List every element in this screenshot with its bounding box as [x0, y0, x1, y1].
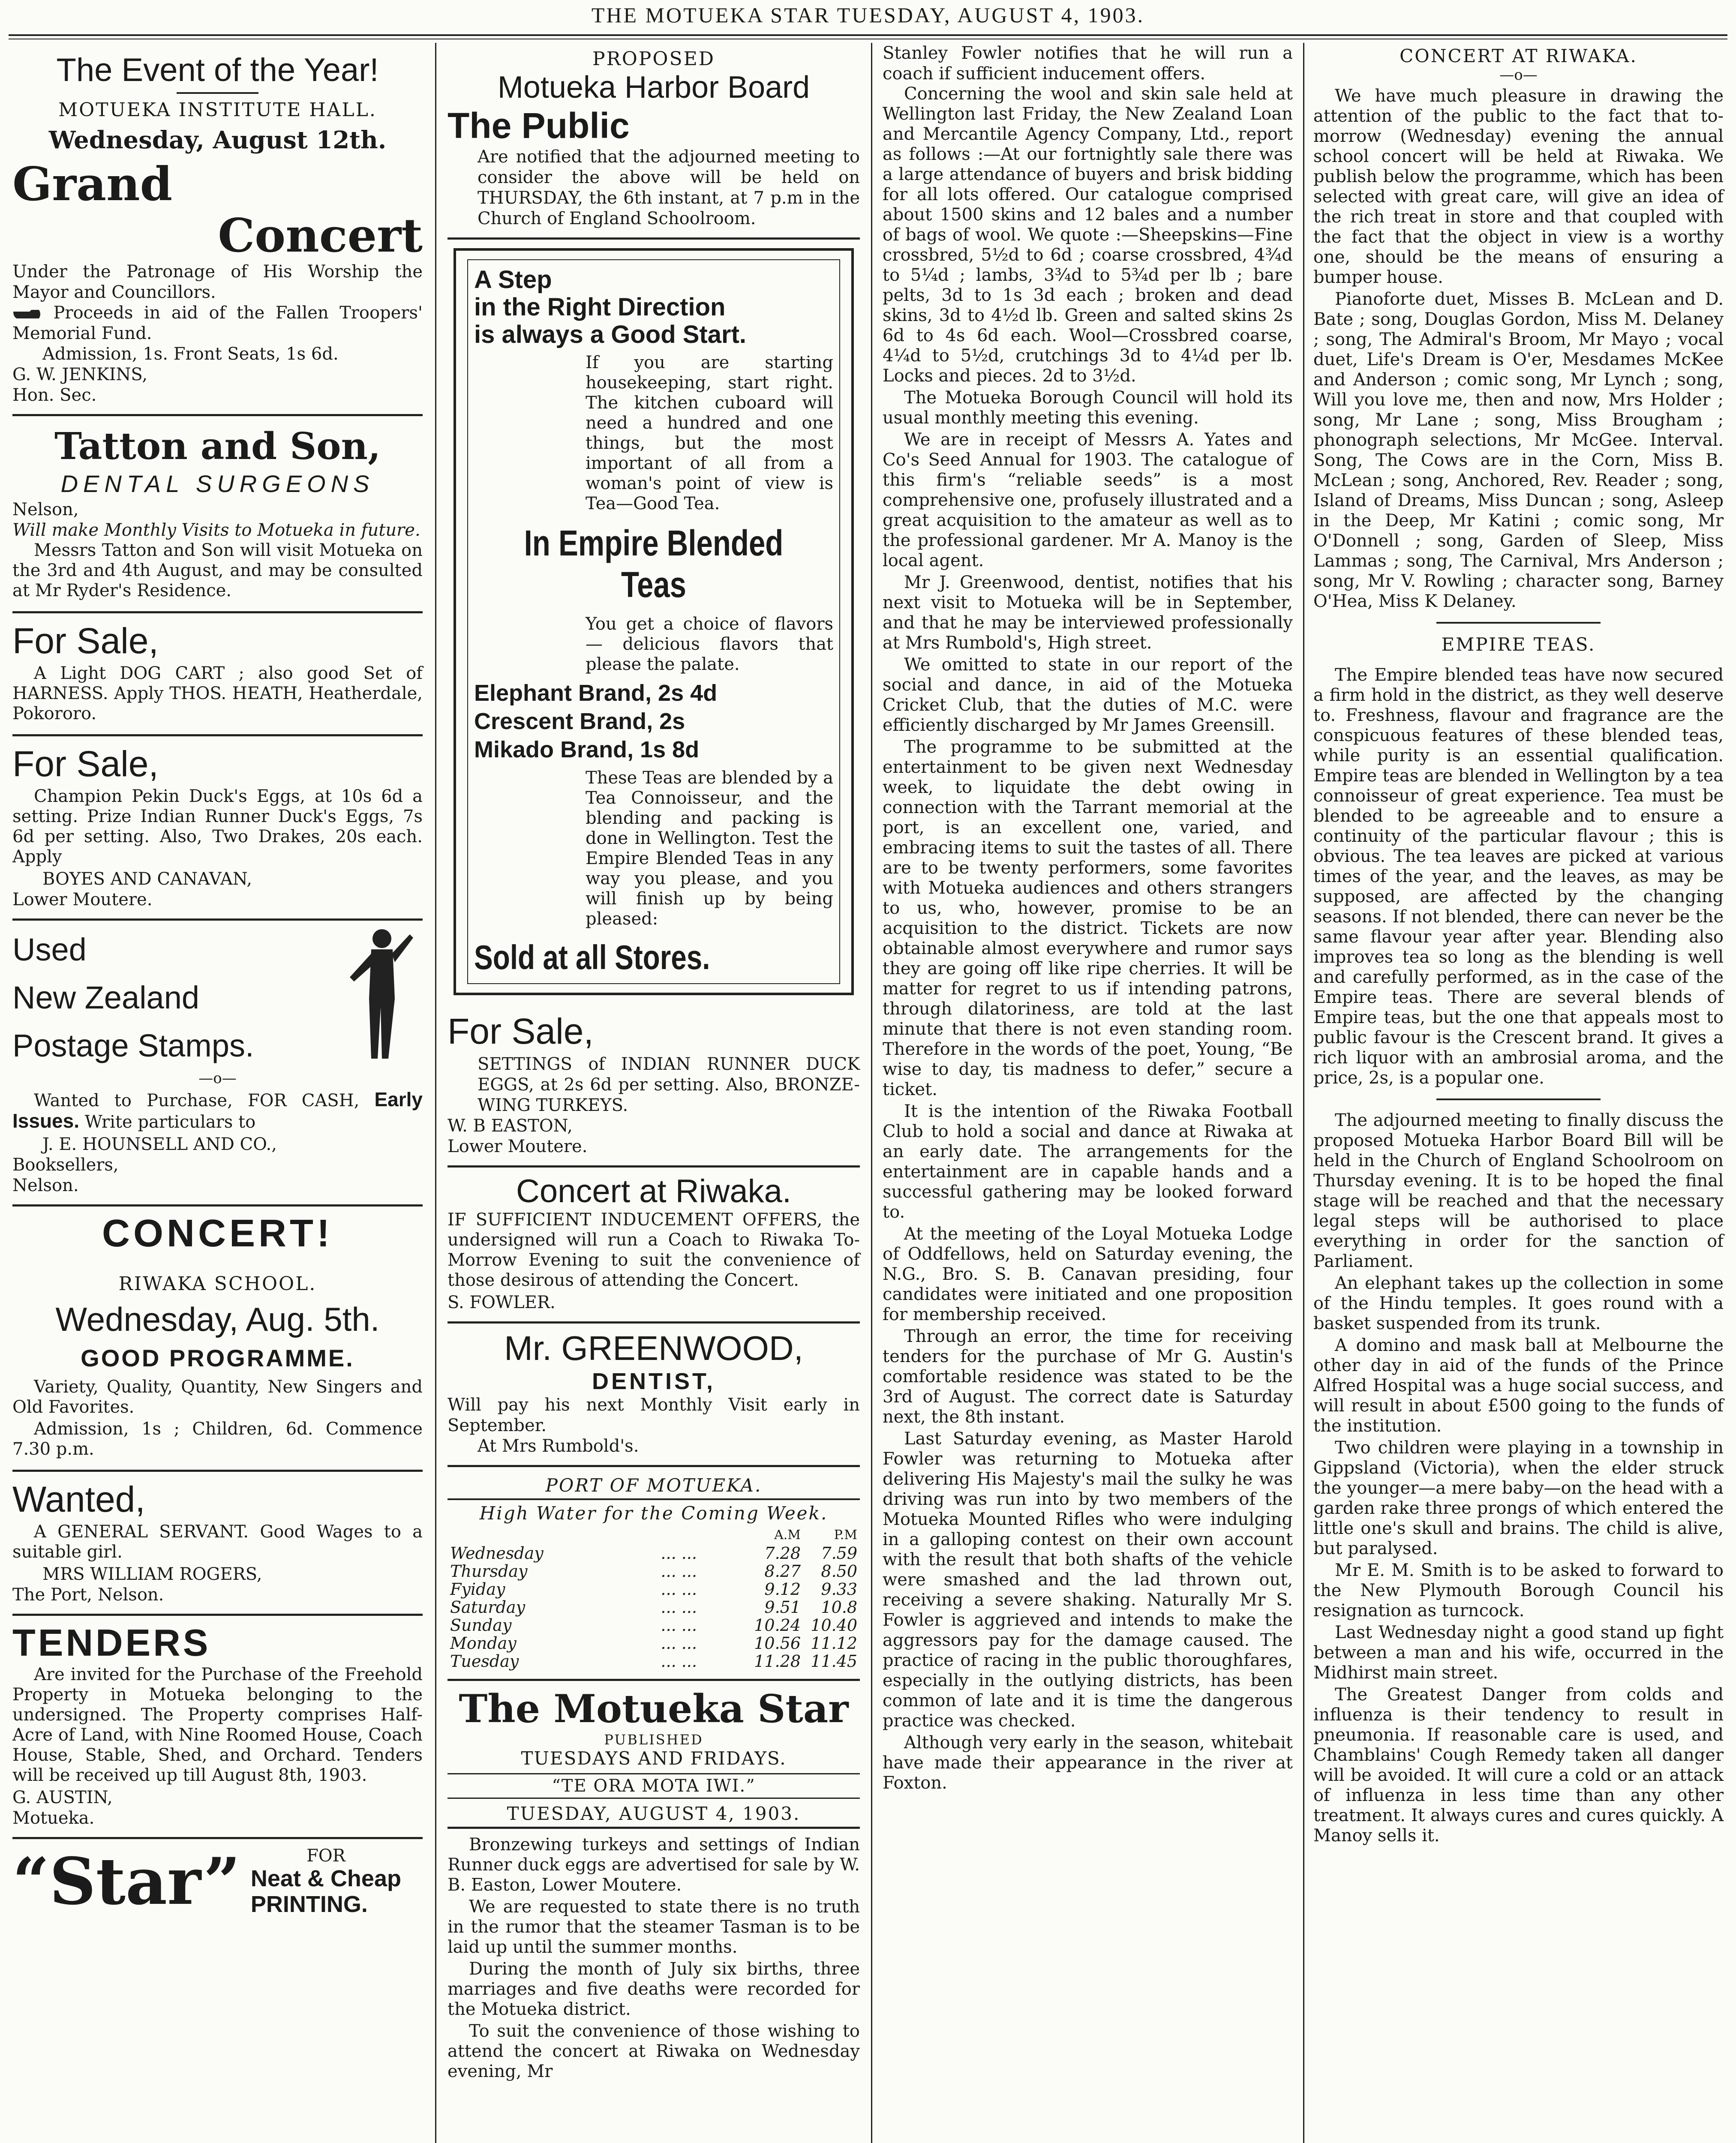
leader-dots: ... ... [661, 1598, 697, 1617]
tatton-body: Messrs Tatton and Son will visit Motueka on the 3rd and 4th August, and may be consulted at Mr Ryder's Residence. [12, 540, 423, 600]
stamps-role: Booksellers, [12, 1155, 119, 1175]
leader-dots: ... ... [661, 1616, 697, 1635]
public-heading: The Public [448, 105, 630, 146]
grand-concert-ad [12, 43, 423, 416]
news-paragraph: Pianoforte duet, Misses B. McLean and D. Bate ; song, Douglas Gordon, Miss M. Delaney ; song, The Admiral's Broom, Mr Mayo ; vocal duet, Life's Dream is O'er, Mesdames McKee and Anderson ; comic song, Mr Lynch ; song, Will you love me, then and now, Mrs Holder ; song, Mr Lane ; song, Miss Brougham ; phonograph selections, Mr McGee. Interval. Song, The Cows are in the Corn, Miss B. McLean ; song, Anchored, Rev. Reader ; song, Island of Dreams, Miss Duncan ; song, Asleep in the Deep, Mr Katini ; comic song, Mr O'Donnell ; song, Garden of Sleep, Miss Lammas ; song, The Carnival, Mrs Anderson ; song, Mr V. Rowling ; character song, Barney O'Hea, Miss K Delaney. [1313, 289, 1724, 611]
port-title: PORT OF MOTUEKA. [545, 1475, 762, 1496]
printing-word: PRINTING. [250, 1891, 368, 1917]
tide-am: 8.27 [764, 1562, 801, 1581]
step-line-3: is always a Good Start. [474, 321, 746, 348]
paper-motto: “TE ORA MOTA IWI.” [448, 1773, 860, 1799]
tide-pm: 11.45 [811, 1652, 857, 1671]
am-header: A.M [774, 1528, 801, 1543]
table-row [448, 1580, 860, 1598]
empire-teas-article [1313, 634, 1724, 1088]
admission-text: Admission, 1s. Front Seats, 1s 6d. [42, 344, 339, 364]
sale-title: For Sale, [448, 1011, 594, 1051]
section-title: CONCERT AT RIWAKA. [1400, 45, 1637, 66]
sale-body: Champion Pekin Duck's Eggs, at 10s 6d a setting. Prize Indian Runner Duck's Eggs, 7s 6d per setting. Also, Two Drakes, 20s each. Apply [12, 786, 423, 867]
leader-dots: ... ... [661, 1580, 697, 1599]
wanted-place: The Port, Nelson. [12, 1585, 164, 1605]
sale-body: A Light DOG CART ; also good Set of HARNESS. Apply THOS. HEATH, Heatherdale, Pokororo. [12, 663, 423, 723]
sale-body: SETTINGS of INDIAN RUNNER DUCK EGGS, at 2s 6d per setting. Also, BRONZE-WING TURKEYS. [478, 1054, 860, 1115]
publish-days: TUESDAYS AND FRIDAYS. [521, 1748, 787, 1769]
tide-pm: 10.40 [811, 1616, 857, 1635]
tenders-place: Motueka. [12, 1808, 95, 1828]
servant-wanted-ad [12, 1472, 423, 1616]
tide-day: Thursday [450, 1562, 528, 1581]
tide-pm: 9.33 [821, 1580, 857, 1599]
news-column-2 [448, 1835, 860, 2082]
news-paragraph: We omitted to state in our report of the social and dance, in aid of the Motueka Cricket Club, that the duties of M.C. were efficiently discharged by Mr James Greensill. [883, 655, 1293, 735]
coach-riwaka-ad [448, 1168, 860, 1324]
sale-title: For Sale, [12, 744, 159, 784]
tide-am: 9.12 [764, 1580, 801, 1599]
wanted-signer: MRS WILLIAM ROGERS, [42, 1564, 262, 1584]
stamps-line-3: Postage Stamps. [12, 1028, 254, 1063]
paper-title: The Motueka Star [459, 1686, 849, 1732]
brand-mikado: Mikado Brand, 1s 8d [474, 737, 700, 762]
leader-dots: ... ... [661, 1562, 697, 1581]
pm-header: P.M [834, 1528, 857, 1543]
divider [1436, 622, 1601, 624]
ornament: —o— [1499, 66, 1538, 84]
news-paragraph: During the month of July six births, three marriages and five deaths were recorded for the Motueka district. [448, 1959, 860, 2019]
tide-am: 11.28 [754, 1652, 801, 1671]
concert-date: Wednesday, Aug. 5th. [55, 1300, 380, 1338]
divider [448, 1498, 860, 1500]
sale-title: For Sale, [12, 621, 159, 661]
riwaka-body: IF SUFFICIENT INDUCEMENT OFFERS, the undersigned will run a Coach to Riwaka To-Morrow Evening to suit the convenience of those desirous of attending the Concert. [448, 1210, 860, 1290]
riwaka-school-concert-ad [12, 1207, 423, 1472]
tide-pm: 11.12 [811, 1634, 857, 1653]
tide-day: Tuesday [450, 1652, 519, 1671]
tide-day: Saturday [450, 1598, 526, 1617]
news-paragraph: We have much pleasure in drawing the attention of the public to the fact that to-morrow (Wednesday) evening the annual school concert will be held at Riwaka. We publish below the programme, which has been selected with great care, will give an idea of the rich treat in store and that coupled with the fact that the object in view is a worthy one, should be the means of ensuring a bumper house. [1313, 86, 1724, 287]
tatton-place: Nelson, [12, 500, 79, 519]
tide-table-box [448, 1467, 860, 1681]
tide-am: 7.28 [764, 1544, 801, 1563]
news-paragraph: Bronzewing turkeys and settings of Indian Runner duck eggs are advertised for sale by W. B. Easton, Lower Moutere. [448, 1835, 860, 1895]
news-paragraph: Last Wednesday night a good stand up fight between a man and his wife, occurred in the Midhirst main street. [1313, 1623, 1724, 1683]
dog-cart-sale-ad [12, 613, 423, 736]
sale-place: Lower Moutere. [12, 890, 153, 909]
table-row [448, 1652, 860, 1670]
news-paragraph: Through an error, the time for receiving tenders for the purchase of Mr G. Austin's comfortable residence was stated to be the 3rd of August. The correct date is Saturday next, the 8th instant. [883, 1327, 1293, 1427]
stamps-body-a: Wanted to Purchase, FOR CASH, [34, 1091, 360, 1111]
leader-dots: ... ... [661, 1634, 697, 1653]
news-paragraph: Concerning the wool and skin sale held at Wellington last Friday, the New Zealand Loan and Mercantile Agency Company, Ltd., report as follows :—At our fortnightly sale there was a large attendance of buyers and brisk bidding for all lots offered. Our catalogue comprised about 1500 skins and 12 bales and a number of bags of wool. We quote :—Sheepskins—Fine crossbred, 5½d to 6d ; coarse crossbred, 4¾d to 5¼d ; lambs, 3¾d to 5¾d per lb ; bare pelts, 3d to 1s 3d each ; broken and dead skins, 3d to 4½d lb. Green and salted skins 2s 6d to 4s 6d each. Wool—Crossbred coarse, 4¼d to 5½d, crutchings 3d to 4¼d per lb. Locks and pieces. 2d to 3½d. [883, 84, 1293, 386]
news-paragraph: The Motueka Borough Council will hold its usual monthly meeting this evening. [883, 388, 1293, 428]
greenwood-dentist-ad [448, 1324, 860, 1467]
news-paragraph: Mr J. Greenwood, dentist, notifies that his next visit to Motueka will be in September, and that he may be interviewed professionally at Mrs Rumbold's, High street. [883, 573, 1293, 653]
pointing-hand-icon [12, 308, 42, 320]
news-paragraph: Two children were playing in a township in Gippsland (Victoria), when the elder struck the younger—a mere baby—on the head with a garden rake three prongs of which entered the little one's skull and brains. The child is alive, but paralysed. [1313, 1438, 1724, 1558]
tide-pm: 7.59 [821, 1544, 857, 1563]
news-paragraph: Stanley Fowler notifies that he will run a coach if sufficient inducement offers. [883, 43, 1293, 84]
tide-am: 10.56 [754, 1634, 801, 1653]
tide-day: Wednesday [450, 1544, 544, 1563]
news-paragraph: The programme to be submitted at the entertainment to be given next Wednesday week, to liquidate the debt owing in connection with the Tarrant memorial at the port, is an excellent one, varied, and embracing items to suit the tastes of all. There are to be twenty performers, some favorites with Motueka audiences and others strangers to us, who, however, promise to be an acquisition to the district. Tickets are now obtainable almost everywhere and rumor says they are going off like ripe cherries. It will be matter for regret to us if intending patrons, through dilatoriness, are told at the last minute that there is not even standing room. Therefore in the words of the poet, Young, “Be wise to day, tis madness to defer,” secure a ticket. [883, 737, 1293, 1099]
concert-programme: GOOD PROGRAMME. [81, 1345, 354, 1372]
column-rule [1303, 43, 1304, 2143]
dental-subtitle: DENTAL SURGEONS [60, 470, 375, 497]
masthead-rule [9, 34, 1727, 39]
page-masthead: THE MOTUEKA STAR TUESDAY, AUGUST 4, 1903. [591, 3, 1145, 27]
tide-pm: 8.50 [821, 1562, 857, 1581]
man-figure-icon [341, 926, 414, 1063]
star-word: “Star” [12, 1844, 240, 1919]
tenders-ad [12, 1616, 423, 1839]
stamps-signer: J. E. HOUNSELL AND CO., [42, 1135, 277, 1154]
news-paragraph: We are in receipt of Messrs A. Yates and Co's Seed Annual for 1903. The catalogue of this firm's “reliable seeds” is a most comprehensive one, profusely illustrated and a great acquisition to the amateur as well as to the professional gardener. Mr A. Manoy is the local agent. [883, 430, 1293, 570]
concert-title: CONCERT! [102, 1212, 333, 1255]
leader-dots: ... ... [661, 1652, 697, 1671]
tide-am: 10.24 [754, 1616, 801, 1635]
hall-name: MOTUEKA INSTITUTE HALL. [58, 99, 377, 121]
column-2 [442, 43, 866, 2143]
port-subtitle: High Water for the Coming Week. [479, 1503, 828, 1524]
event-date: Wednesday, August 12th. [48, 126, 387, 154]
concert-body: Variety, Quality, Quantity, New Singers and Old Favorites. [12, 1377, 423, 1417]
news-paragraph: Last Saturday evening, as Master Harold Fowler was returning to Motueka after delivering His Majesty's mail the sulky he was driving was run into by two members of the Motueka Mounted Rifles who were indulging in a galloping contest on their own account with the result that both shafts of the vehicle were smashed and the lad thrown out, receiving a severe shaking. Naturally Mr S. Fowler is aggrieved and intends to make the aggressors pay for the damage caused. The practice of racing in the public thoroughfares, especially in the outlying districts, has been common of late and it is time the dangerous practice was checked. [883, 1429, 1293, 1731]
tenders-title: TENDERS [12, 1621, 211, 1664]
concert-heading: Concert [218, 209, 423, 263]
tatton-title: Tatton and Son, [54, 425, 381, 468]
tea-headline: In Empire Blended Teas [524, 523, 784, 605]
divider [1436, 1099, 1601, 1100]
turkeys-sale-ad [448, 1004, 860, 1168]
column-4 [1307, 43, 1730, 2143]
news-paragraph: The Empire blended teas have now secured a firm hold in the district, as they well deserve to. Freshness, flavour and fragrance are the conspicuous features of these blended teas, while purity is an essential qualification. Empire teas are blended in Wellington by a tea connoisseur of great experience. Tea must be blended to be agreeable and to ensure a continuity of the particular flavour ; this is obvious. The tea leaves are picked at various times of the year, and the leaves, as may be supposed, are affected by the changing seasons. If not blended, there can never be the same flavour year after year. Blending also improves tea so long as the blending is well and carefully performed, as in the case of the Empire teas. There are several blends of Empire teas, but the one that appeals most to public favour is the Crescent brand. It gives a rich liquor with an ambrosial aroma, and the price, 2s, is a popular one. [1313, 665, 1724, 1088]
table-row [448, 1634, 860, 1652]
column-rule [871, 43, 872, 2143]
proceeds-text: Proceeds in aid of the Fallen Troopers' Memorial Fund. [12, 303, 423, 343]
step-line-1: A Step [474, 266, 552, 294]
news-column-4 [1313, 1111, 1724, 1846]
tatton-visits: Will make Monthly Visits to Motueka in future. [12, 520, 420, 540]
tatton-dentist-ad [12, 416, 423, 613]
table-row [448, 1616, 860, 1634]
news-paragraph: The adjourned meeting to finally discuss the proposed Motueka Harbor Board Bill will be held in the Church of England Schoolroom on Thursday evening. It is to be hoped the final stage will be reached and that the necessary legal steps will be authorised to place everything in order for the sanction of Parliament. [1313, 1111, 1724, 1271]
table-row [448, 1562, 860, 1580]
news-paragraph: The Greatest Danger from colds and influenza is their tendency to result in pneumonia. If reasonable care is used, and Chamblains' Cough Remedy taken all danger will be avoided. It will cure a cold or an attack of influenza in less time than any other treatment. It always cures and cures quickly. A Manoy sells it. [1313, 1685, 1724, 1846]
tea-blend: These Teas are blended by a Tea Connoisseur, and the blending and packing is done in Wellington. Test the Empire Blended Teas in any way you please, and you will finish up by being pleased: [586, 768, 833, 929]
column-rule [435, 43, 436, 2143]
concert-admission: Admission, 1s ; Children, 6d. Commence 7.30 p.m. [12, 1419, 423, 1459]
paper-masthead [448, 1681, 860, 1829]
tide-pm: 10.8 [821, 1598, 857, 1617]
tea-sold: Sold at all Stores. [474, 938, 710, 976]
empire-tea-ad [454, 248, 854, 995]
tenders-body: Are invited for the Purchase of the Freehold Property in Motueka belonging to the undersigned. The Property comprises Half-Acre of Land, with Nine Roomed House, Coach House, Stable, Shed, and Orchard. Tenders will be received up till August 8th, 1903. [12, 1665, 423, 1785]
news-paragraph: An elephant takes up the collection in some of the Hindu temples. It goes round with a basket suspended from its trunk. [1313, 1273, 1724, 1333]
early-issues: Early Issues. [12, 1088, 423, 1132]
ornament: —o— [198, 1070, 237, 1087]
patronage-text: Under the Patronage of His Worship the Mayor and Councillors. [12, 262, 423, 302]
greenwood-title: Mr. GREENWOOD, [504, 1329, 803, 1367]
brand-elephant: Elephant Brand, 2s 4d [474, 680, 718, 706]
news-paragraph: At the meeting of the Loyal Motueka Lodge of Oddfellows, held on Saturday evening, the N.G., Bro. S. B. Canavan presiding, four candidates were initiated and one proposition for membership received. [883, 1224, 1293, 1324]
for-word: FOR [306, 1846, 345, 1866]
news-paragraph: A domino and mask ball at Melbourne the other day in aid of the funds of the Prince Alfred Hospital was a huge social success, and will result in about £500 going to the funds of the institution. [1313, 1336, 1724, 1436]
duck-eggs-sale-ad [12, 736, 423, 921]
wanted-body: A GENERAL SERVANT. Good Wages to a suitable girl. [12, 1522, 423, 1562]
step-line-2: in the Right Direction [474, 293, 726, 321]
tenders-signer: G. AUSTIN, [12, 1788, 113, 1807]
riwaka-title: Concert at Riwaka. [516, 1173, 792, 1210]
stamps-body-b: Write particulars to [84, 1112, 256, 1132]
tide-am: 9.51 [764, 1598, 801, 1617]
leader-dots: ... ... [661, 1544, 697, 1563]
news-paragraph: Although very early in the season, whitebait have made their appearance in the river at Foxton. [883, 1733, 1293, 1793]
harbor-board-ad [448, 43, 860, 240]
tide-day: Sunday [450, 1616, 512, 1635]
stamps-ad [12, 921, 423, 1207]
published-label: PUBLISHED [604, 1732, 703, 1748]
tea-choice: You get a choice of flavors — delicious flavors that please the palate. [586, 614, 833, 674]
tea-intro: If you are starting housekeeping, start right. The kitchen cuboard will need a hundred and one things, but the most important of all from a woman's point of view is Tea—Good Tea. [586, 353, 833, 513]
greenwood-body: Will pay his next Monthly Visit early in September. [448, 1395, 860, 1435]
sale-place: Lower Moutere. [448, 1137, 588, 1156]
news-paragraph: It is the intention of the Riwaka Football Club to hold a social and dance at Riwaka at an early date. The arrangements for the entertainment are in capable hands and a successful gathering may be looked forward to. [883, 1102, 1293, 1222]
news-paragraph: To suit the convenience of those wishing to attend the concert at Riwaka on Wednesday evening, Mr [448, 2021, 860, 2081]
neat-cheap: Neat & Cheap [250, 1866, 401, 1891]
column-3 [877, 43, 1299, 2143]
tide-day: Fyiday [450, 1580, 505, 1599]
riwaka-signer: S. FOWLER. [448, 1293, 556, 1312]
signer-title: Hon. Sec. [12, 385, 97, 405]
dentist-label: DENTIST, [592, 1369, 716, 1394]
event-title: The Event of the Year! [56, 52, 379, 88]
harbor-body: Are notified that the adjourned meeting to consider the above will be held on THURSDAY, the 6th instant, at 7 p.m in the Church of England Schoolroom. [478, 147, 860, 228]
issue-date: TUESDAY, AUGUST 4, 1903. [448, 1803, 860, 1829]
star-printing-ad [12, 1839, 423, 1917]
concert-school: RIWAKA SCHOOL. [118, 1273, 317, 1295]
signer-name: G. W. JENKINS, [12, 365, 148, 384]
column-1 [6, 43, 429, 2143]
brand-crescent: Crescent Brand, 2s [474, 708, 685, 734]
table-row [448, 1598, 860, 1616]
stamps-line-2: New Zealand [12, 980, 200, 1015]
section-title: EMPIRE TEAS. [1441, 634, 1596, 655]
divider [177, 92, 258, 94]
sale-signer: BOYES AND CANAVAN, [42, 869, 252, 889]
tide-day: Monday [450, 1634, 517, 1653]
proposed-label: PROPOSED [592, 48, 715, 70]
harbor-title: Motueka Harbor Board [497, 70, 810, 105]
riwaka-concert-article [1313, 45, 1724, 612]
greenwood-at: At Mrs Rumbold's. [478, 1436, 639, 1456]
table-row [448, 1544, 860, 1562]
grand-heading: Grand [12, 157, 173, 211]
tide-table [448, 1526, 860, 1670]
stamps-place: Nelson. [12, 1176, 79, 1195]
news-paragraph: Mr E. M. Smith is to be asked to forward to the New Plymouth Borough Council his resignation as turncock. [1313, 1561, 1724, 1621]
wanted-title: Wanted, [12, 1479, 145, 1519]
news-paragraph: We are requested to state there is no truth in the rumor that the steamer Tasman is to be laid up until the summer months. [448, 1897, 860, 1957]
stamps-line-1: Used [12, 932, 87, 967]
sale-signer: W. B EASTON, [448, 1116, 573, 1136]
